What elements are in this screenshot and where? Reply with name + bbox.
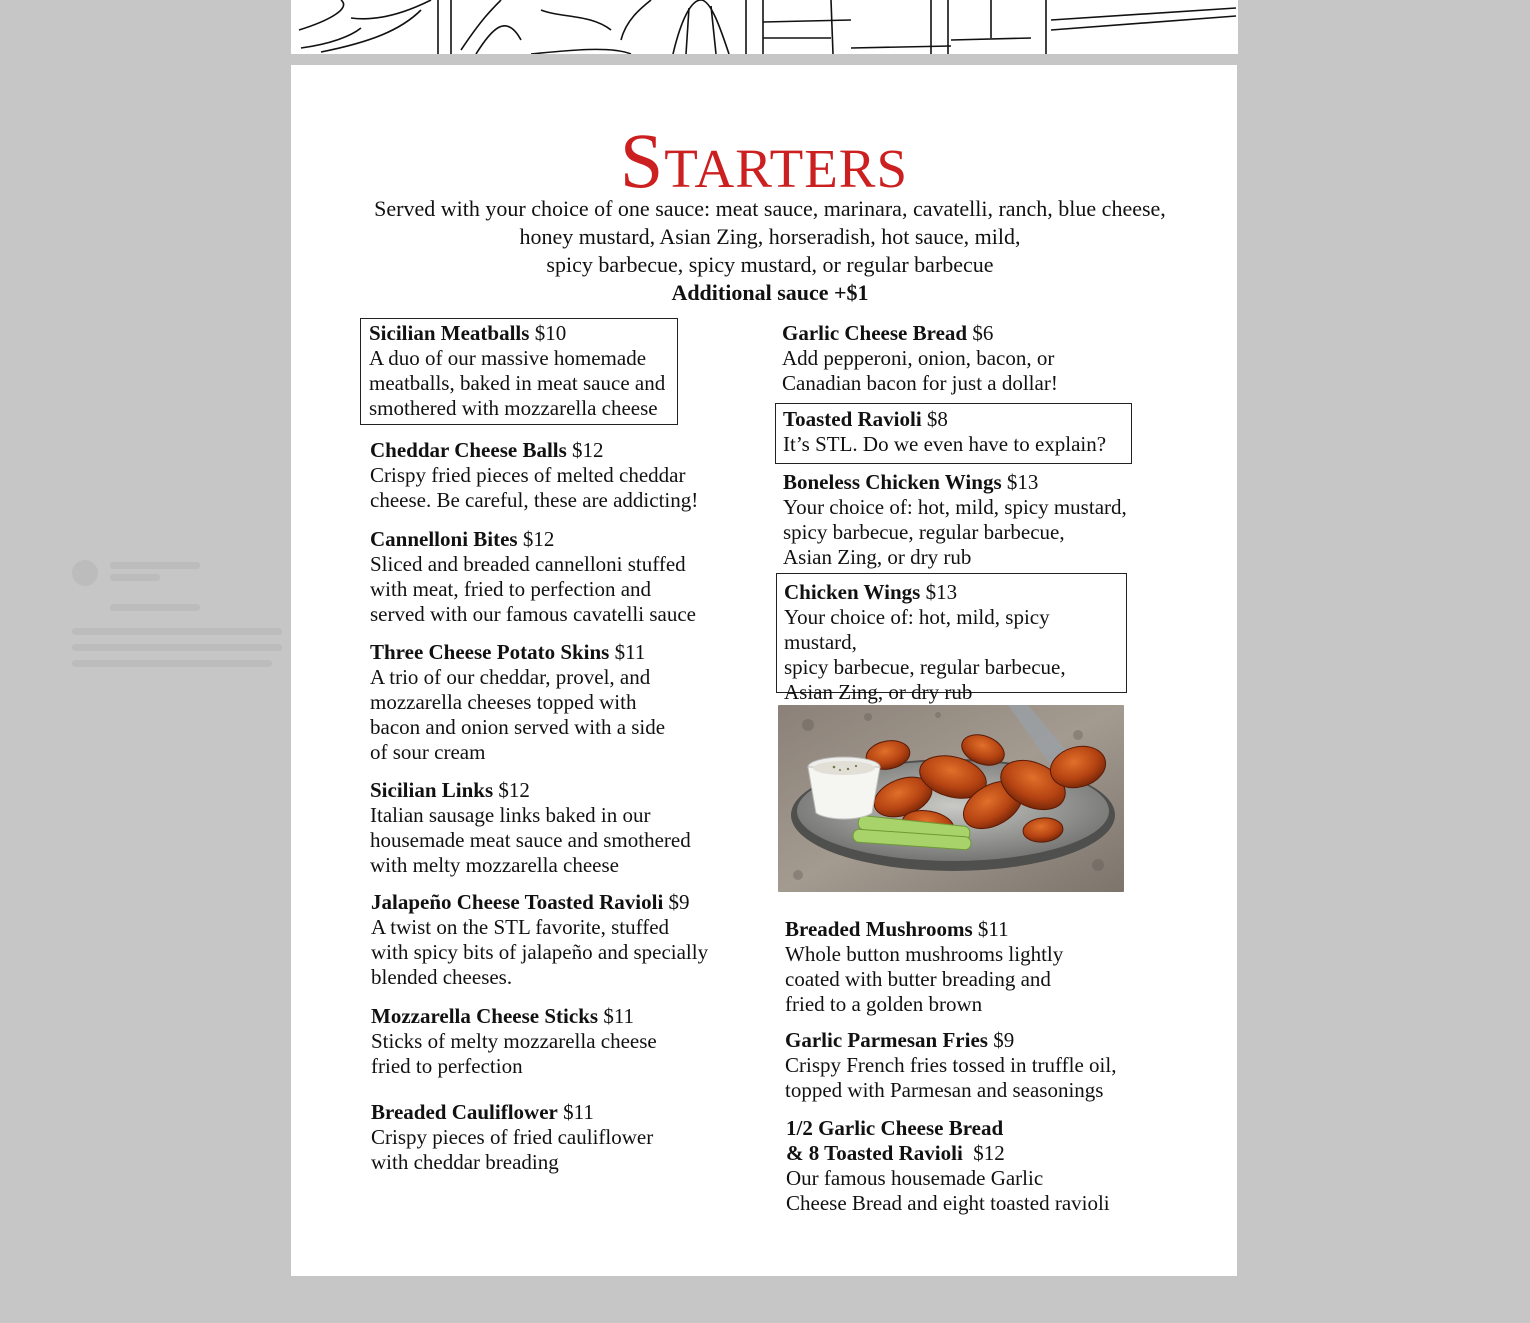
ghost-line [110, 604, 200, 611]
item-desc-line: Asian Zing, or dry rub [783, 545, 972, 569]
menu-item-mozzarella-cheese-sticks [371, 1004, 711, 1079]
item-desc-line: Whole button mushrooms lightly [785, 942, 1064, 966]
item-price: $11 [563, 1100, 594, 1124]
ghost-line [72, 644, 282, 651]
item-desc-line: of sour cream [370, 740, 486, 764]
ghost-line [72, 660, 272, 667]
item-desc-line: smothered with mozzarella cheese [369, 396, 658, 420]
item-price: $9 [668, 890, 690, 914]
item-desc-line: Italian sausage links baked in our [370, 803, 651, 827]
item-name: Boneless Chicken Wings [783, 470, 1002, 494]
item-name: Three Cheese Potato Skins [370, 640, 610, 664]
intro-line: honey mustard, Asian Zing, horseradish, hot sauce, mild, [519, 224, 1021, 249]
menu-item-jalapeno-cheese-toasted-ravioli [371, 890, 716, 990]
page-title: Starters [619, 117, 909, 204]
item-name: Sicilian Meatballs [369, 321, 530, 345]
item-desc-line: fried to a golden brown [785, 992, 983, 1016]
item-desc-line: meatballs, baked in meat sauce and [369, 371, 666, 395]
menu-item-breaded-mushrooms [785, 917, 1125, 1017]
menu-item-cannelloni-bites [370, 527, 710, 627]
item-price: $11 [603, 1004, 635, 1028]
item-name: 1/2 Garlic Cheese Bread [786, 1116, 1004, 1140]
menu-item-sicilian-links [370, 778, 710, 878]
item-price: $13 [925, 580, 958, 604]
item-name: Breaded Cauliflower [371, 1100, 558, 1124]
item-desc-line: Crispy French fries tossed in truffle oil, [785, 1053, 1117, 1077]
item-name: Chicken Wings [784, 580, 921, 604]
item-name: & 8 Toasted Ravioli [786, 1141, 963, 1165]
item-desc-line: fried to perfection [371, 1054, 523, 1078]
item-desc-line: blended cheeses. [371, 965, 513, 989]
intro-line: spicy barbecue, spicy mustard, or regular barbecue [546, 252, 994, 277]
item-desc-line: Your choice of: hot, mild, spicy mustard, [783, 495, 1127, 519]
item-desc-line: bacon and onion served with a side [370, 715, 666, 739]
menu-item-three-cheese-potato-skins [370, 640, 710, 765]
item-desc-line: served with our famous cavatelli sauce [370, 602, 696, 626]
line-illustration [291, 0, 1238, 54]
item-name: Sicilian Links [370, 778, 494, 802]
ghost-line [72, 628, 282, 635]
item-name: Cheddar Cheese Balls [370, 438, 567, 462]
item-desc-line: with cheddar breading [371, 1150, 559, 1174]
item-desc-line: It’s STL. Do we even have to explain? [783, 432, 1107, 456]
item-desc-line: topped with Parmesan and seasonings [785, 1078, 1104, 1102]
menu-item-cheddar-cheese-balls [370, 438, 710, 513]
item-price: $12 [973, 1141, 1005, 1165]
item-desc-line: Canadian bacon for just a dollar! [782, 371, 1058, 395]
item-desc-line: housemade meat sauce and smothered [370, 828, 691, 852]
item-desc-line: Sticks of melty mozzarella cheese [371, 1029, 657, 1053]
menu-item-sicilian-meatballs [360, 318, 678, 425]
previous-page-fragment [291, 0, 1238, 54]
item-name: Jalapeño Cheese Toasted Ravioli [371, 890, 664, 914]
item-desc-line: with meat, fried to perfection and [370, 577, 652, 601]
menu-item-chicken-wings [776, 573, 1127, 704]
item-desc-line: Sliced and breaded cannelloni stuffed [370, 552, 686, 576]
menu-page [291, 65, 1237, 1276]
item-desc-line: with melty mozzarella cheese [370, 853, 619, 877]
item-desc-line: spicy barbecue, regular barbecue, [783, 520, 1065, 544]
item-price: $11 [614, 640, 646, 664]
ghost-avatar-icon [72, 560, 98, 586]
item-desc-line: Add pepperoni, onion, bacon, or [782, 346, 1055, 370]
item-desc-line: mozzarella cheeses topped with [370, 690, 637, 714]
item-desc-line: A twist on the STL favorite, stuffed [371, 915, 670, 939]
item-name: Garlic Cheese Bread [782, 321, 968, 345]
item-desc-line: spicy barbecue, regular barbecue, [784, 655, 1066, 679]
chicken-wings-photo [778, 705, 1124, 892]
wings-plate-illustration [778, 705, 1124, 892]
intro-line: Served with your choice of one sauce: meat sauce, marinara, cavatelli, ranch, blue cheese, [374, 196, 1166, 221]
item-price: $8 [926, 407, 948, 431]
ghost-line [110, 562, 200, 569]
item-desc-line: coated with butter breading and [785, 967, 1051, 991]
item-price: $12 [498, 778, 530, 802]
additional-sauce-note: Additional sauce +$1 [671, 280, 869, 305]
item-desc-line: cheese. Be careful, these are addicting! [370, 488, 699, 512]
item-price: $12 [522, 527, 555, 551]
item-price: $13 [1006, 470, 1039, 494]
item-price: $9 [993, 1028, 1015, 1052]
item-name: Toasted Ravioli [783, 407, 922, 431]
item-name: Breaded Mushrooms [785, 917, 973, 941]
item-desc-line: with spicy bits of jalapeño and specially [371, 940, 709, 964]
menu-item-garlic-cheese-bread [782, 321, 1122, 396]
item-price: $6 [972, 321, 994, 345]
menu-item-boneless-chicken-wings [783, 470, 1128, 570]
item-desc-line: A duo of our massive homemade [369, 346, 647, 370]
item-price: $12 [572, 438, 604, 462]
item-name: Mozzarella Cheese Sticks [371, 1004, 599, 1028]
item-price: $10 [534, 321, 567, 345]
menu-item-half-garlic-bread-and-ravioli [786, 1116, 1131, 1216]
background-ghost-post [70, 556, 290, 676]
item-desc-line: Cheese Bread and eight toasted ravioli [786, 1191, 1110, 1215]
item-name: Garlic Parmesan Fries [785, 1028, 988, 1052]
item-price: $11 [977, 917, 1009, 941]
ghost-line [110, 574, 160, 581]
item-desc-line: Asian Zing, or dry rub [784, 680, 973, 704]
item-desc-line: Crispy fried pieces of melted cheddar [370, 463, 686, 487]
item-desc-line: Crispy pieces of fried cauliflower [371, 1125, 654, 1149]
item-desc-line: Your choice of: hot, mild, spicy mustard, [784, 605, 1050, 654]
menu-item-breaded-cauliflower [371, 1100, 711, 1175]
item-desc-line: A trio of our cheddar, provel, and [370, 665, 651, 689]
item-desc-line: Our famous housemade Garlic [786, 1166, 1044, 1190]
item-name: Cannelloni Bites [370, 527, 518, 551]
sauce-intro [331, 195, 1209, 307]
menu-item-garlic-parmesan-fries [785, 1028, 1130, 1103]
menu-item-toasted-ravioli [775, 403, 1132, 464]
